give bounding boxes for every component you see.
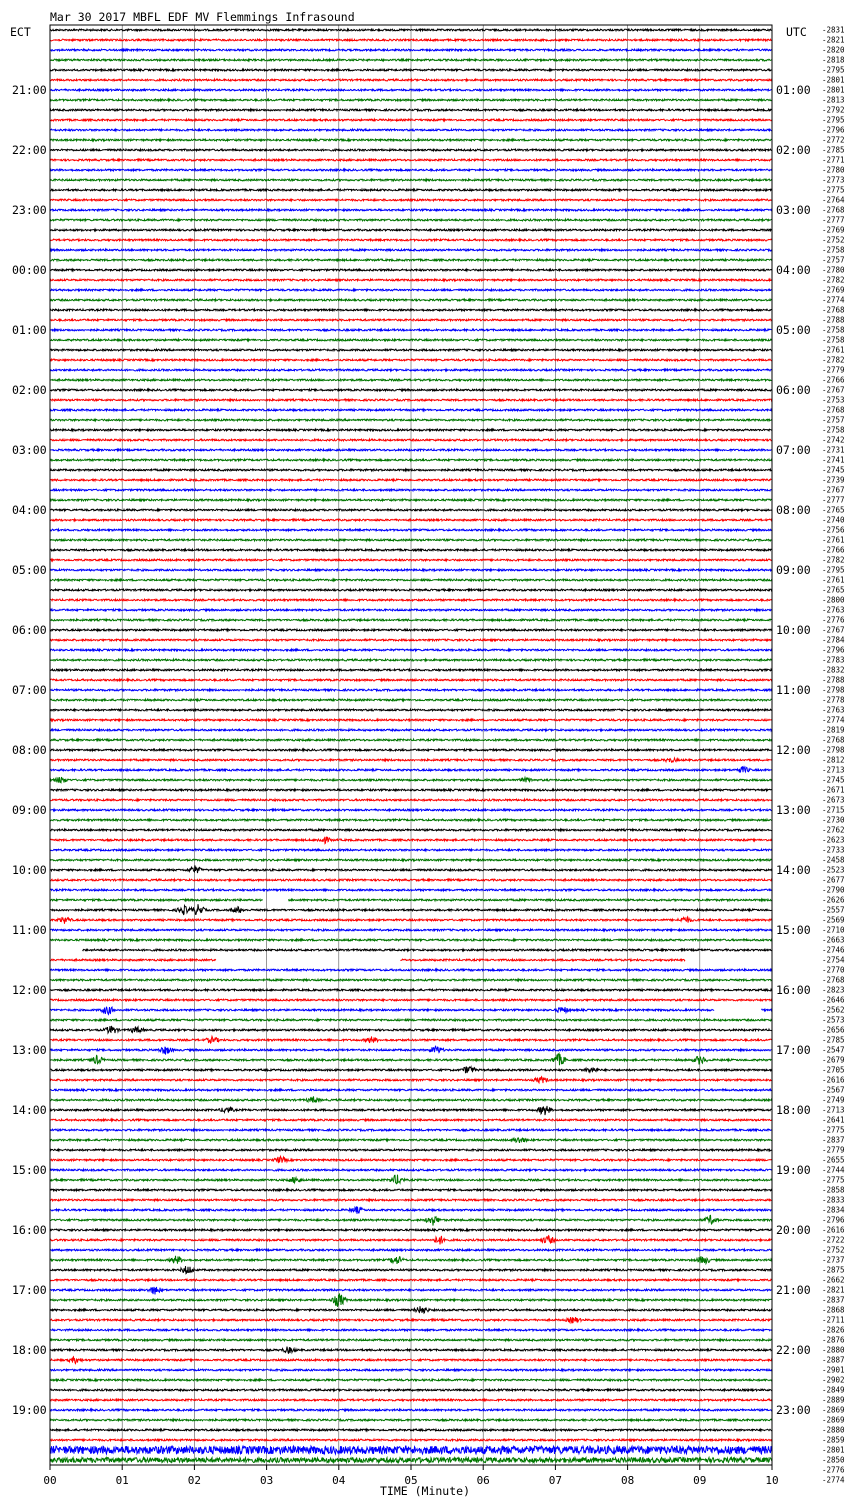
trace-offset-label-107: -2749 [822,1095,845,1105]
trace-92 [83,949,773,951]
trace-offset-label-88: -2557 [822,905,845,915]
trace-offset-label-133: -2887 [822,1355,845,1365]
trace-offset-label-121: -2722 [822,1235,845,1245]
left-hour-label-18: 15:00 [12,1163,47,1177]
trace-offset-label-81: -2623 [822,835,845,845]
trace-43 [50,459,772,461]
trace-offset-label-64: -2832 [822,665,845,675]
trace-offset-label-35: -2766 [822,375,845,385]
trace-offset-label-137: -2889 [822,1395,845,1405]
left-hour-label-12: 09:00 [12,803,47,817]
trace-offset-label-38: -2768 [822,405,845,415]
right-hour-label-9: 10:00 [776,623,811,637]
trace-offset-label-78: -2715 [822,805,845,815]
trace-offset-label-118: -2834 [822,1205,845,1215]
trace-offset-label-94: -2770 [822,965,845,975]
trace-offset-label-79: -2730 [822,815,845,825]
left-hour-label-17: 14:00 [12,1103,47,1117]
trace-131 [50,1339,772,1341]
trace-offset-label-48: -2765 [822,505,845,515]
trace-offset-label-28: -2768 [822,305,845,315]
trace-20 [50,229,772,231]
trace-offset-label-31: -2758 [822,335,845,345]
trace-offset-label-41: -2742 [822,435,845,445]
trace-offset-label-115: -2775 [822,1175,845,1185]
trace-5 [50,79,772,81]
trace-offset-label-5: -2801 [822,75,845,85]
trace-offset-label-125: -2662 [822,1275,845,1285]
trace-offset-label-33: -2782 [822,355,845,365]
trace-offset-label-84: -2523 [822,865,845,875]
left-hour-label-1: 22:00 [12,143,47,157]
trace-offset-label-82: -2733 [822,845,845,855]
trace-offset-label-60: -2767 [822,625,845,635]
trace-offset-label-17: -2764 [822,195,845,205]
right-hour-labels [776,83,811,1417]
x-tick-label-6: 06 [476,1474,490,1487]
trace-offset-label-19: -2777 [822,215,845,225]
right-hour-label-15: 16:00 [776,983,811,997]
trace-offset-label-142: -2801 [822,1445,845,1455]
trace-offset-label-55: -2761 [822,575,845,585]
trace-offset-label-95: -2768 [822,975,845,985]
right-hour-label-0: 01:00 [776,83,811,97]
trace-17 [50,199,772,201]
trace-offset-label-62: -2796 [822,645,845,655]
trace-offset-label-49: -2740 [822,515,845,525]
trace-offset-label-2: -2820 [822,45,845,55]
left-hour-label-11: 08:00 [12,743,47,757]
trace-offset-label-140: -2880 [822,1425,845,1435]
trace-29 [50,319,772,321]
trace-offset-label-44: -2745 [822,465,845,475]
trace-offset-label-110: -2775 [822,1125,845,1135]
left-hour-label-10: 07:00 [12,683,47,697]
right-hour-label-5: 06:00 [776,383,811,397]
trace-offset-label-89: -2569 [822,915,845,925]
right-hour-label-6: 07:00 [776,443,811,457]
trace-68 [50,709,772,711]
trace-offset-label-145: -2774 [822,1475,845,1485]
trace-offset-label-40: -2758 [822,425,845,435]
trace-offset-label-36: -2767 [822,385,845,395]
trace-24 [50,269,772,271]
left-hour-label-0: 21:00 [12,83,47,97]
trace-offset-label-96: -2823 [822,985,845,995]
right-hour-label-11: 12:00 [776,743,811,757]
trace-offset-label-138: -2869 [822,1405,845,1415]
trace-offset-label-57: -2800 [822,595,845,605]
trace-33 [50,359,772,361]
trace-offset-label-136: -2849 [822,1385,845,1395]
trace-offset-label-4: -2795 [822,65,845,75]
right-hour-label-21: 22:00 [776,1343,811,1357]
right-hour-label-1: 02:00 [776,143,811,157]
trace-offset-label-7: -2813 [822,95,845,105]
trace-offset-label-15: -2773 [822,175,845,185]
right-hour-label-13: 14:00 [776,863,811,877]
trace-offset-label-144: -2776 [822,1465,845,1475]
right-hour-label-20: 21:00 [776,1283,811,1297]
trace-offset-label-87: -2626 [822,895,845,905]
trace-93 [50,959,685,961]
trace-offset-label-104: -2705 [822,1065,845,1075]
left-hour-label-15: 12:00 [12,983,47,997]
x-axis-label: TIME (Minute) [379,1484,471,1498]
trace-39 [50,419,772,421]
trace-offset-label-52: -2766 [822,545,845,555]
trace-offset-label-108: -2713 [822,1105,845,1115]
trace-offset-label-18: -2768 [822,205,845,215]
trace-offset-label-61: -2784 [822,635,845,645]
right-hour-label-16: 17:00 [776,1043,811,1057]
trace-offset-label-30: -2758 [822,325,845,335]
trace-offset-label-85: -2677 [822,875,845,885]
trace-offset-label-10: -2796 [822,125,845,135]
trace-offset-label-59: -2776 [822,615,845,625]
trace-offset-label-6: -2801 [822,85,845,95]
trace-offset-label-122: -2752 [822,1245,845,1255]
trace-34 [50,369,772,371]
left-hour-label-19: 16:00 [12,1223,47,1237]
trace-87 [50,899,772,901]
left-hour-label-7: 04:00 [12,503,47,517]
trace-28 [50,309,772,311]
trace-54 [50,569,772,571]
left-hour-label-8: 05:00 [12,563,47,577]
left-hour-label-9: 06:00 [12,623,47,637]
x-tick-label-0: 00 [43,1474,57,1487]
trace-offset-label-93: -2754 [822,955,845,965]
trace-offset-label-83: -2458 [822,855,845,865]
trace-offset-label-14: -2780 [822,165,845,175]
trace-12 [50,149,772,151]
trace-offset-label-37: -2753 [822,395,845,405]
trace-62 [50,649,772,651]
trace-offset-label-113: -2655 [822,1155,845,1165]
trace-offset-label-46: -2767 [822,485,845,495]
trace-86 [50,889,772,891]
trace-offset-label-127: -2837 [822,1295,845,1305]
x-tick-label-3: 03 [259,1474,274,1487]
trace-offset-label-132: -2880 [822,1345,845,1355]
trace-offset-label-77: -2673 [822,795,845,805]
trace-offset-label-16: -2775 [822,185,845,195]
trace-22 [50,249,772,251]
trace-offset-label-102: -2547 [822,1045,845,1055]
left-hour-label-22: 19:00 [12,1403,47,1417]
trace-offset-label-130: -2826 [822,1325,845,1335]
left-hour-label-2: 23:00 [12,203,47,217]
trace-offset-label-131: -2876 [822,1335,845,1345]
right-hour-label-17: 18:00 [776,1103,811,1117]
x-tick-label-7: 07 [548,1474,563,1487]
trace-offset-label-54: -2795 [822,565,845,575]
trace-offset-label-8: -2792 [822,105,845,115]
trace-offset-label-20: -2769 [822,225,845,235]
trace-offset-label-135: -2902 [822,1375,845,1385]
trace-offset-label-11: -2772 [822,135,845,145]
trace-offset-label-43: -2741 [822,455,845,465]
trace-offset-label-58: -2763 [822,605,845,615]
trace-offset-label-13: -2771 [822,155,845,165]
trace-offset-label-124: -2875 [822,1265,845,1275]
trace-offset-label-12: -2785 [822,145,845,155]
trace-117 [50,1199,772,1201]
trace-offset-label-97: -2646 [822,995,845,1005]
trace-offset-label-22: -2758 [822,245,845,255]
trace-offset-label-56: -2765 [822,585,845,595]
left-hour-label-4: 01:00 [12,323,47,337]
trace-offset-label-139: -2869 [822,1415,845,1425]
trace-offset-label-3: -2818 [822,55,845,65]
trace-offset-label-109: -2641 [822,1115,845,1125]
left-hour-label-13: 10:00 [12,863,47,877]
trace-offset-label-123: -2737 [822,1255,845,1265]
trace-offset-label-67: -2778 [822,695,845,705]
trace-offset-label-129: -2711 [822,1315,845,1325]
trace-offset-label-103: -2679 [822,1055,845,1065]
trace-136 [50,1389,772,1391]
trace-offset-label-114: -2744 [822,1165,845,1175]
right-hour-label-4: 05:00 [776,323,811,337]
trace-offset-label-21: -2752 [822,235,845,245]
right-timezone-label: UTC [786,25,807,39]
trace-offset-label-117: -2833 [822,1195,845,1205]
right-hour-label-2: 03:00 [776,203,811,217]
trace-offset-label-101: -2785 [822,1035,845,1045]
trace-offset-label-90: -2710 [822,925,845,935]
right-hour-label-7: 08:00 [776,503,811,517]
right-hour-label-19: 20:00 [776,1223,811,1237]
chart-title: Mar 30 2017 MBFL EDF MV Flemmings Infrasound [50,10,355,24]
trace-35 [50,379,772,381]
trace-offset-label-143: -2850 [822,1455,845,1465]
trace-106 [50,1089,772,1091]
trace-53 [50,559,772,561]
trace-offset-label-29: -2788 [822,315,845,325]
trace-offset-label-111: -2837 [822,1135,845,1145]
trace-99 [50,1019,772,1021]
trace-offset-label-24: -2780 [822,265,845,275]
trace-18 [50,209,772,211]
trace-offset-label-91: -2663 [822,935,845,945]
trace-offset-label-72: -2798 [822,745,845,755]
left-hour-label-16: 13:00 [12,1043,47,1057]
left-hour-label-3: 00:00 [12,263,47,277]
right-hour-label-3: 04:00 [776,263,811,277]
trace-offset-label-134: -2901 [822,1365,845,1375]
x-tick-label-9: 09 [693,1474,707,1487]
trace-offset-label-27: -2774 [822,295,845,305]
right-hour-label-14: 15:00 [776,923,811,937]
trace-offset-label-73: -2812 [822,755,845,765]
trace-offset-label-120: -2616 [822,1225,845,1235]
trace-offset-label-32: -2761 [822,345,845,355]
trace-67 [50,699,772,701]
trace-offset-labels [822,26,845,1485]
right-hour-label-22: 23:00 [776,1403,811,1417]
trace-76 [50,789,772,791]
trace-49 [50,519,772,521]
right-hour-label-18: 19:00 [776,1163,811,1177]
left-hour-label-6: 03:00 [12,443,47,457]
trace-offset-label-76: -2671 [822,785,845,795]
right-hour-label-12: 13:00 [776,803,811,817]
trace-offset-label-45: -2739 [822,475,845,485]
trace-offset-label-34: -2779 [822,365,845,375]
trace-78 [50,809,772,811]
trace-90 [50,929,772,931]
trace-offset-label-66: -2798 [822,685,845,695]
trace-offset-label-9: -2795 [822,115,845,125]
right-hour-label-10: 11:00 [776,683,811,697]
trace-offset-label-92: -2746 [822,945,845,955]
trace-offset-label-26: -2769 [822,285,845,295]
left-hour-label-21: 18:00 [12,1343,47,1357]
trace-offset-label-99: -2573 [822,1015,845,1025]
trace-offset-label-25: -2782 [822,275,845,285]
trace-15 [50,179,772,181]
trace-offset-label-50: -2756 [822,525,845,535]
x-tick-label-10: 10 [765,1474,779,1487]
x-tick-label-2: 02 [187,1474,202,1487]
trace-offset-label-119: -2796 [822,1215,845,1225]
trace-offset-label-1: -2821 [822,35,845,45]
trace-offset-label-69: -2774 [822,715,845,725]
trace-offset-label-65: -2788 [822,675,845,685]
trace-offset-label-71: -2768 [822,735,845,745]
left-timezone-label: ECT [10,25,31,39]
trace-offset-label-105: -2616 [822,1075,845,1085]
trace-offset-label-63: -2783 [822,655,845,665]
trace-0 [50,29,772,31]
trace-50 [50,529,772,531]
trace-51 [50,539,772,541]
x-tick-label-5: 05 [404,1474,418,1487]
trace-offset-label-98: -2562 [822,1005,845,1015]
trace-21 [50,239,772,241]
trace-134 [50,1369,772,1371]
trace-offset-label-68: -2763 [822,705,845,715]
trace-offset-label-86: -2790 [822,885,845,895]
trace-offset-label-0: -2831 [822,25,845,35]
trace-offset-label-100: -2656 [822,1025,845,1035]
right-hour-label-8: 09:00 [776,563,811,577]
trace-offset-label-75: -2745 [822,775,845,785]
trace-offset-label-128: -2868 [822,1305,845,1315]
left-hour-labels [12,83,47,1417]
trace-offset-label-53: -2782 [822,555,845,565]
trace-offset-label-70: -2819 [822,725,845,735]
x-tick-label-1: 01 [115,1474,129,1487]
trace-offset-label-112: -2779 [822,1145,845,1155]
trace-offset-label-126: -2821 [822,1285,845,1295]
x-tick-label-4: 04 [332,1474,346,1487]
trace-83 [50,859,772,861]
trace-offset-label-47: -2777 [822,495,845,505]
x-tick-label-8: 08 [620,1474,635,1487]
trace-offset-label-74: -2713 [822,765,845,775]
left-hour-label-14: 11:00 [12,923,47,937]
left-hour-label-5: 02:00 [12,383,47,397]
trace-offset-label-80: -2762 [822,825,845,835]
trace-offset-label-42: -2731 [822,445,845,455]
trace-offset-label-51: -2761 [822,535,845,545]
trace-offset-label-141: -2859 [822,1435,845,1445]
left-hour-label-20: 17:00 [12,1283,47,1297]
trace-offset-label-39: -2757 [822,415,845,425]
trace-offset-label-116: -2858 [822,1185,845,1195]
trace-offset-label-106: -2567 [822,1085,845,1095]
trace-offset-label-23: -2757 [822,255,845,265]
